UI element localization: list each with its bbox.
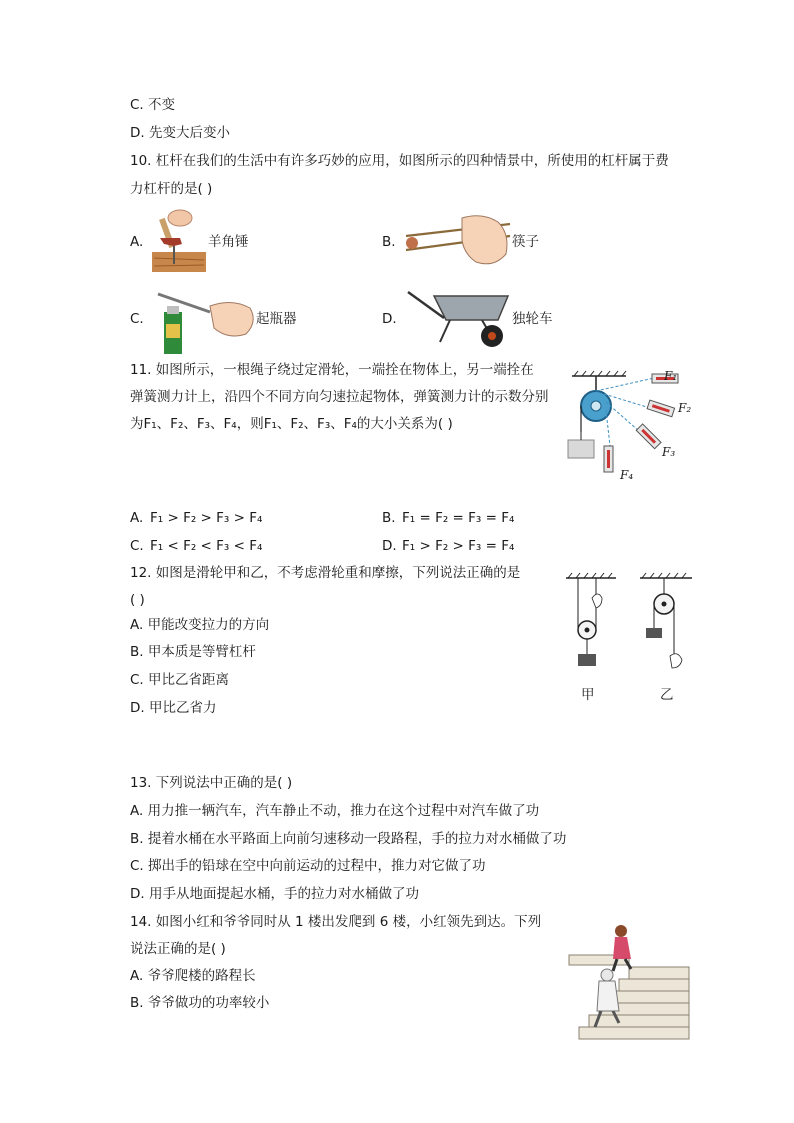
q11-option-d-letter: D. [382, 538, 397, 554]
q11-option-b-letter: B. [382, 510, 396, 526]
q12-option-c: C. 甲比乙省距离 [130, 672, 230, 688]
q10-stem-line1: 10. 杠杆在我们的生活中有许多巧妙的应用，如图所示的四种情景中，所使用的杠杆属于费 [130, 153, 669, 169]
q11-figure-label-f4: F₄ [620, 468, 634, 482]
q12-figure-label-jia: 甲 [581, 687, 595, 703]
q11-option-c-text: F₁ < F₂ < F₃ < F₄ [150, 538, 263, 554]
q13-stem: 13. 下列说法中正确的是( ) [130, 775, 293, 791]
q11-option-b-text: F₁ = F₂ = F₃ = F₄ [402, 510, 515, 526]
q10-option-b-letter: B. [382, 234, 396, 250]
q10-option-c-label: 起瓶器 [256, 311, 297, 327]
pulley-jia-yi-figure [560, 568, 700, 680]
q12-figure-label-yi: 乙 [660, 687, 674, 703]
q10-option-a-label: 羊角锤 [208, 234, 249, 250]
q11-option-d-text: F₁ > F₂ > F₃ = F₄ [402, 538, 515, 554]
q12-option-a: A. 甲能改变拉力的方向 [130, 617, 270, 633]
q11-figure-label-f2: F₂ [678, 401, 692, 415]
q13-option-b: B. 提着水桶在水平路面上向前匀速移动一段路程，手的拉力对水桶做了功 [130, 831, 567, 847]
chopsticks-figure [402, 210, 512, 268]
q12-stem-line2: ( ) [130, 592, 145, 608]
q10-option-a-letter: A. [130, 234, 144, 250]
q13-option-c: C. 掷出手的铅球在空中向前运动的过程中，推力对它做了功 [130, 858, 486, 874]
q9-option-c: C. 不变 [130, 97, 176, 113]
q14-option-b: B. 爷爷做功的功率较小 [130, 995, 270, 1011]
q11-stem-line3: 为F₁、F₂、F₃、F₄，则F₁、F₂、F₃、F₄的大小关系为( ) [130, 416, 453, 432]
wheelbarrow-figure [404, 284, 512, 352]
q10-stem-line2: 力杠杆的是( ) [130, 181, 213, 197]
q11-figure-label-f1: F₁ [664, 369, 678, 383]
q12-option-b: B. 甲本质是等臂杠杆 [130, 644, 256, 660]
q10-option-d-label: 独轮车 [512, 311, 553, 327]
q14-stem-line1: 14. 如图小红和爷爷同时从 1 楼出发爬到 6 楼，小红领先到达。下列 [130, 914, 542, 930]
hammer-figure [150, 208, 208, 274]
q11-stem-line1: 11. 如图所示，一根绳子绕过定滑轮，一端拴在物体上，另一端拴在 [130, 362, 534, 378]
bottle-opener-figure [150, 288, 258, 354]
q11-option-a-text: F₁ > F₂ > F₃ > F₄ [150, 510, 263, 526]
q14-option-a: A. 爷爷爬楼的路程长 [130, 968, 256, 984]
q13-option-a: A. 用力推一辆汽车，汽车静止不动，推力在这个过程中对汽车做了功 [130, 803, 540, 819]
q11-stem-line2: 弹簧测力计上，沿四个不同方向匀速拉起物体，弹簧测力计的示数分别 [130, 389, 549, 405]
q10-option-b-label: 筷子 [512, 234, 539, 250]
q11-figure-label-f3: F₃ [662, 445, 676, 459]
q10-option-d-letter: D. [382, 311, 397, 327]
stair-climbing-figure [565, 915, 695, 1045]
q13-option-d: D. 用手从地面提起水桶，手的拉力对水桶做了功 [130, 886, 419, 902]
q9-option-d: D. 先变大后变小 [130, 125, 230, 141]
q12-option-d: D. 甲比乙省力 [130, 700, 217, 716]
q11-option-a-letter: A. [130, 510, 144, 526]
q11-option-c-letter: C. [130, 538, 144, 554]
q12-stem-line1: 12. 如图是滑轮甲和乙，不考虑滑轮重和摩擦，下列说法正确的是 [130, 565, 521, 581]
q10-option-c-letter: C. [130, 311, 144, 327]
q14-stem-line2: 说法正确的是( ) [130, 941, 226, 957]
